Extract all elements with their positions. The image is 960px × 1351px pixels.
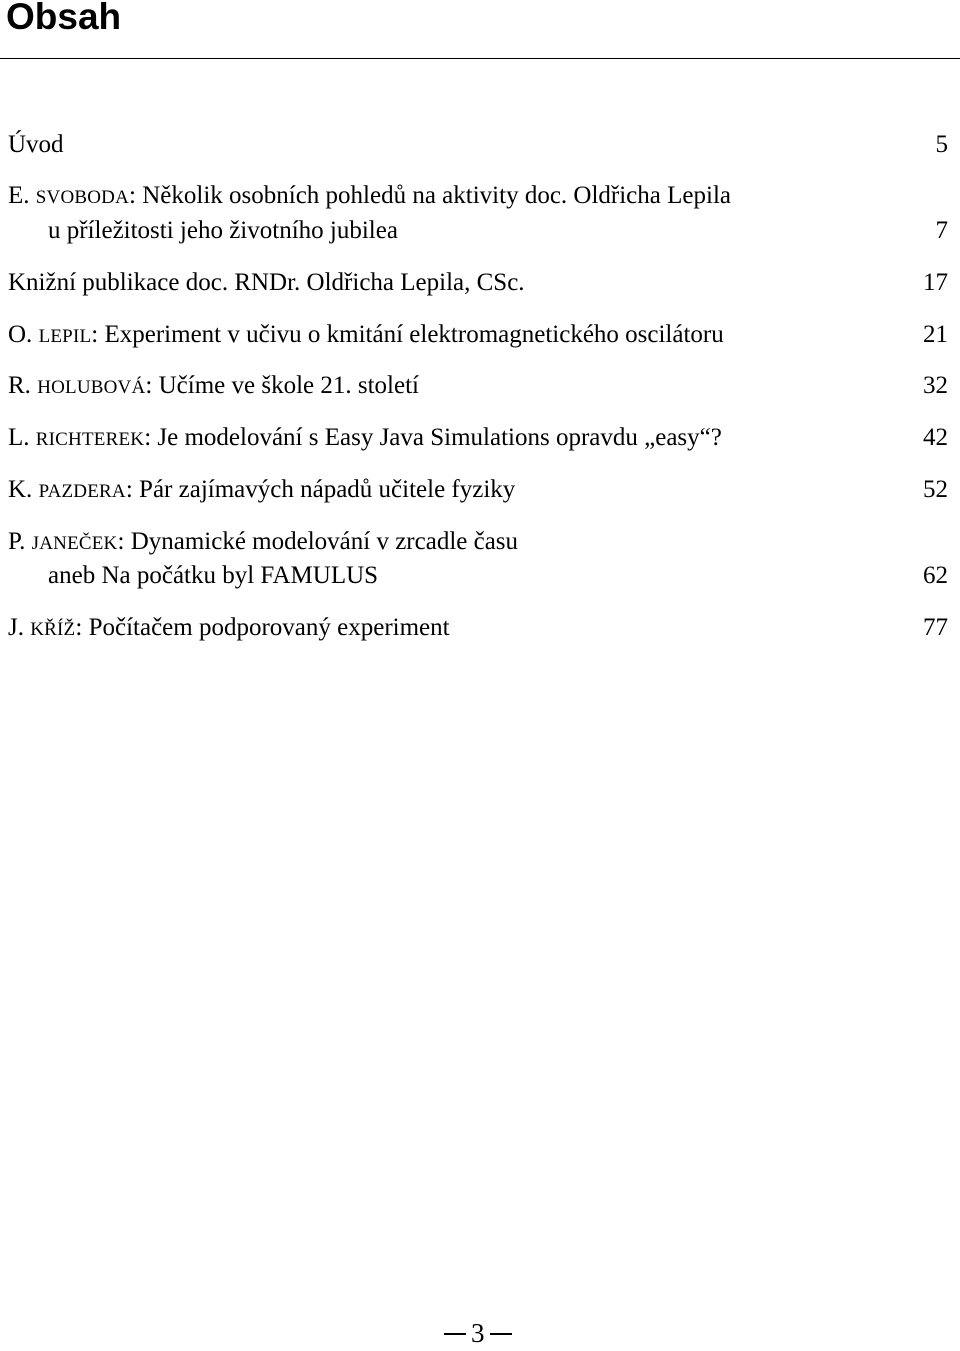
toc-entry-title: Počítačem podporovaný experiment: [88, 614, 450, 641]
toc-entry-author-surname: SVOBODA: [35, 187, 130, 208]
toc-entry-author-initial: O.: [8, 321, 39, 348]
toc-entry-author-surname: HOLUBOVÁ: [37, 377, 146, 398]
toc-entry-author-surname: KŘÍŽ: [30, 619, 76, 640]
toc-entry-author-surname: LEPIL: [38, 326, 92, 347]
toc-entry-page: 7: [935, 217, 948, 244]
toc-entry-title: Je modelování s Easy Java Simulations opravdu „easy“?: [157, 424, 722, 451]
toc-entry-author-initial: J.: [8, 614, 31, 641]
toc-entry-title: Pár zajímavých nápadů učitele fyziky: [139, 476, 516, 503]
footer-dash-right: [490, 1333, 512, 1335]
toc-entry-author-surname: JANEČEK: [31, 533, 118, 554]
toc-entry-separator: :: [91, 321, 105, 348]
toc-entry-title: Experiment v učivu o kmitání elektromagnetického oscilátoru: [104, 321, 724, 348]
toc-entry-page: 21: [923, 321, 948, 348]
toc-entry-page: 32: [923, 372, 948, 399]
toc-entry-page: 5: [935, 131, 948, 158]
page-number: 3: [471, 1318, 485, 1348]
toc-entry-author-initial: R.: [8, 372, 38, 399]
toc-entry-author-surname: PAZDERA: [38, 481, 126, 502]
page-title: Obsah: [6, 0, 122, 37]
toc-entry-separator: :: [144, 424, 158, 451]
toc-entry-author-initial: K.: [8, 476, 39, 503]
toc-entry-title: Učíme ve škole 21. století: [158, 372, 419, 399]
toc-entry-title: Dynamické modelování v zrcadle času: [130, 528, 519, 555]
toc-entry-separator: :: [117, 528, 131, 555]
toc-entry-page: 77: [923, 614, 948, 641]
toc-entry-title: Knižní publikace doc. RNDr. Oldřicha Lepila, CSc.: [8, 269, 525, 296]
toc-entry-author-initial: E.: [8, 182, 36, 209]
title-divider: [0, 58, 960, 59]
toc-entry-separator: :: [129, 182, 143, 209]
toc-entry-page: 42: [923, 424, 948, 451]
toc-entry-title: Několik osobních pohledů na aktivity doc. Oldřicha Lepila: [142, 182, 731, 209]
toc-entry-title-continued: aneb Na počátku byl FAMULUS: [48, 562, 379, 589]
toc-entry-author-initial: P.: [8, 528, 32, 555]
toc-entry-separator: :: [75, 614, 89, 641]
toc-entry-page: 62: [923, 562, 948, 589]
toc-entry-page: 52: [923, 476, 948, 503]
toc-entry-page: 17: [923, 269, 948, 296]
toc-entry-separator: :: [145, 372, 159, 399]
toc-entry-title: Úvod: [8, 131, 64, 158]
toc-entry-title-continued: u příležitosti jeho životního jubilea: [48, 217, 398, 244]
toc-entry-author-initial: L.: [8, 424, 36, 451]
toc-entry-author-surname: RICHTEREK: [35, 429, 145, 450]
footer-dash-left: [444, 1333, 466, 1335]
toc-entry-separator: :: [125, 476, 140, 503]
